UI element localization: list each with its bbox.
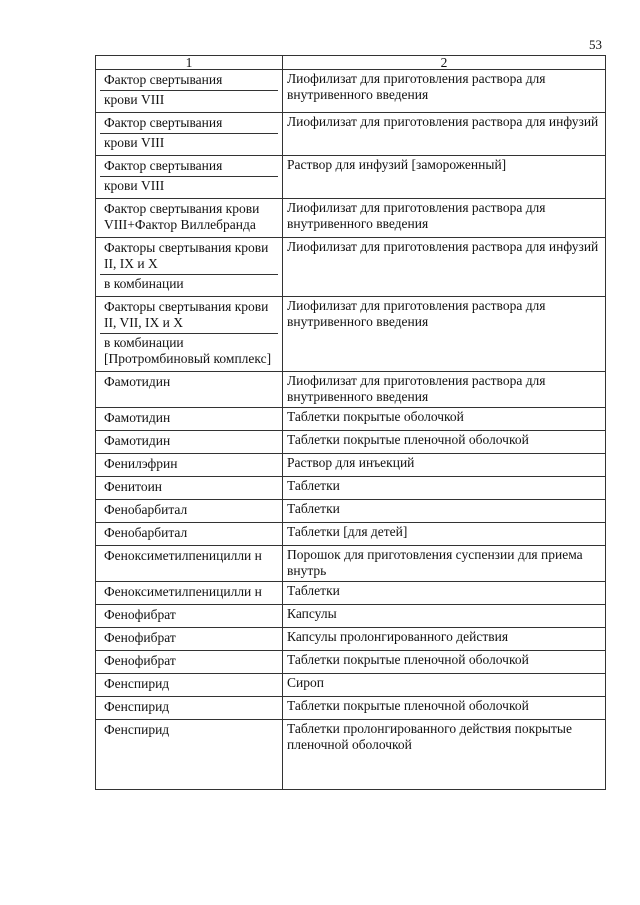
substance-name-cell (96, 523, 283, 546)
substance-name-line: Фенспирид (104, 722, 170, 737)
substance-name-line: Фактор свертывания (104, 158, 223, 173)
dosage-form-cell: Таблетки [для детей] (283, 523, 606, 546)
table-row (96, 674, 606, 697)
dosage-form-cell: Раствор для инъекций (283, 454, 606, 477)
substance-name-cell (96, 238, 283, 297)
substance-name-line: Фамотидин (104, 374, 171, 389)
dosage-form-cell: Сироп (283, 674, 606, 697)
dosage-form-cell: Таблетки покрытые пленочной оболочкой (283, 431, 606, 454)
table-row (96, 523, 606, 546)
substance-name-cell (96, 720, 283, 790)
substance-name-line: Фамотидин (104, 410, 171, 425)
table-row (96, 297, 606, 372)
table-row (96, 372, 606, 408)
dosage-form-cell: Таблетки пролонгированного действия покрытые пленочной оболочкой (283, 720, 606, 790)
dosage-form-cell: Лиофилизат для приготовления раствора для инфузий (283, 238, 606, 297)
dosage-form-cell: Капсулы (283, 605, 606, 628)
table-row (96, 546, 606, 582)
table-row (96, 199, 606, 238)
substance-name-cell (96, 454, 283, 477)
substance-name-line: Фенобарбитал (104, 525, 188, 540)
table-row (96, 697, 606, 720)
table-row (96, 720, 606, 790)
substance-name-cell (96, 674, 283, 697)
table-row (96, 477, 606, 500)
substance-name-cell (96, 605, 283, 628)
substance-name-cell (96, 113, 283, 156)
dosage-form-cell: Порошок для приготовления суспензии для приема внутрь (283, 546, 606, 582)
substance-name-line: Фенитоин (104, 479, 163, 494)
table-row (96, 454, 606, 477)
dosage-form-cell: Таблетки (283, 477, 606, 500)
dosage-form-cell: Лиофилизат для приготовления раствора для внутривенного введения (283, 297, 606, 372)
substance-name-line: Фамотидин (104, 433, 171, 448)
substance-name-cell (96, 156, 283, 199)
substance-name-line: Фенофибрат (104, 653, 176, 668)
substance-name-line: Фактор свертывания крови VIII+Фактор Виллебранда (104, 201, 260, 232)
table-row (96, 431, 606, 454)
dosage-form-cell: Таблетки покрытые пленочной оболочкой (283, 651, 606, 674)
substance-name-cell (96, 628, 283, 651)
substance-name-line: Фенобарбитал (104, 502, 188, 517)
dosage-form-cell: Капсулы пролонгированного действия (283, 628, 606, 651)
substance-name-cell (96, 697, 283, 720)
substance-name-cell (96, 297, 283, 372)
substance-name-cell (96, 477, 283, 500)
dosage-form-cell: Лиофилизат для приготовления раствора для инфузий (283, 113, 606, 156)
table-row (96, 605, 606, 628)
substance-name-cell (96, 582, 283, 605)
dosage-form-cell: Таблетки (283, 500, 606, 523)
dosage-form-cell: Лиофилизат для приготовления раствора для внутривенного введения (283, 199, 606, 238)
substance-name-cell (96, 408, 283, 431)
dosage-form-cell: Таблетки покрытые пленочной оболочкой (283, 697, 606, 720)
dosage-form-cell: Лиофилизат для приготовления раствора для внутривенного введения (283, 372, 606, 408)
substance-name-cell (96, 372, 283, 408)
substance-name-line: крови VIII (100, 176, 278, 196)
column-header-2: 2 (283, 56, 606, 70)
table-header-row (96, 56, 606, 70)
substance-name-line: Фенофибрат (104, 607, 176, 622)
table-row (96, 408, 606, 431)
substance-name-cell (96, 500, 283, 523)
dosage-form-cell: Лиофилизат для приготовления раствора для внутривенного введения (283, 70, 606, 113)
table-row (96, 651, 606, 674)
dosage-form-cell: Таблетки (283, 582, 606, 605)
table-row (96, 582, 606, 605)
substance-name-cell (96, 431, 283, 454)
substance-name-line: Феноксиметилпеницилли н (104, 548, 262, 563)
substance-name-line: Факторы свертывания крови II, VII, IX и X (104, 299, 269, 330)
substance-name-line: Фенофибрат (104, 630, 176, 645)
substance-name-line: Фенилэфрин (104, 456, 178, 471)
substance-name-line: крови VIII (100, 133, 278, 153)
table-row (96, 628, 606, 651)
substance-name-line: крови VIII (100, 90, 278, 110)
table-row (96, 500, 606, 523)
substance-name-line: Фенспирид (104, 676, 170, 691)
substance-name-line: Фактор свертывания (104, 115, 223, 130)
dosage-form-cell: Раствор для инфузий [замороженный] (283, 156, 606, 199)
substance-name-cell (96, 199, 283, 238)
column-header-1: 1 (96, 56, 283, 70)
table-row (96, 156, 606, 199)
table-row (96, 113, 606, 156)
substance-name-line: в комбинации [Протромбиновый комплекс] (100, 333, 278, 369)
substance-name-line: Фактор свертывания (104, 72, 223, 87)
substance-name-line: Феноксиметилпеницилли н (104, 584, 262, 599)
page-number: 53 (589, 37, 602, 52)
substance-name-line: Факторы свертывания крови II, IX и X (104, 240, 269, 271)
table-row (96, 238, 606, 297)
dosage-form-cell: Таблетки покрытые оболочкой (283, 408, 606, 431)
medication-table (95, 55, 606, 790)
substance-name-cell (96, 70, 283, 113)
substance-name-line: Фенспирид (104, 699, 170, 714)
substance-name-cell (96, 546, 283, 582)
substance-name-line: в комбинации (100, 274, 278, 294)
table-body (96, 70, 606, 790)
table-row (96, 70, 606, 113)
substance-name-cell (96, 651, 283, 674)
